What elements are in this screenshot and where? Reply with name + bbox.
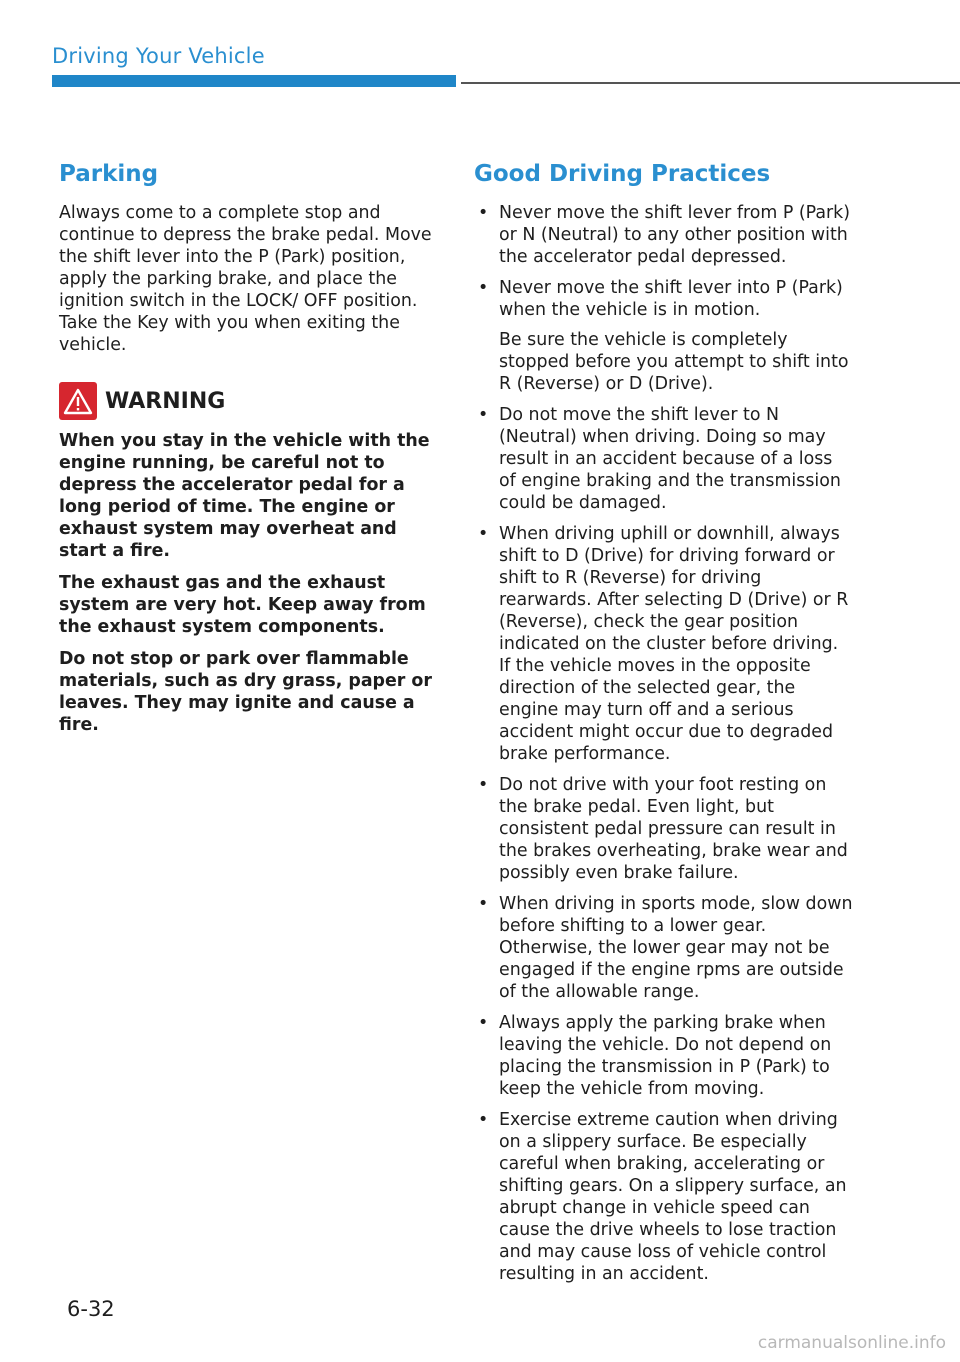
list-item-text: Never move the shift lever from P (Park) or N (Neutral) to any other position with the accelerator pedal depressed. xyxy=(499,203,850,267)
list-item-text: Do not move the shift lever to N (Neutral) when driving. Doing so may result in an accident because of a loss of engine braking and the transmission could be damaged. xyxy=(499,405,841,513)
list-item xyxy=(474,523,854,765)
list-item-text: When driving uphill or downhill, always shift to D (Drive) for driving forward or shift to R (Reverse) for driving rearwards. After selecting D (Drive) or R (Reverse), check the gear position indicated on the cluster before driving. If the vehicle moves in the opposite direction of the selected gear, the engine may turn off and a serious accident might occur due to degraded brake performance. xyxy=(499,524,849,764)
good-driving-list xyxy=(474,202,854,1285)
bullet-icon: • xyxy=(478,405,489,425)
watermark-link[interactable]: carmanualsonline.info xyxy=(757,1333,946,1353)
header-rule xyxy=(461,82,960,84)
list-item xyxy=(474,774,854,884)
list-item xyxy=(474,1012,854,1100)
left-column xyxy=(59,158,439,746)
bullet-icon: • xyxy=(478,203,489,223)
bullet-icon: • xyxy=(478,894,489,914)
page-number: 6-32 xyxy=(67,1297,115,1321)
parking-heading: Parking xyxy=(59,161,159,187)
warning-paragraph: Do not stop or park over flammable materials, such as dry grass, paper or leaves. They may ignite and cause a fire. xyxy=(59,649,432,735)
list-item xyxy=(474,202,854,268)
list-item-text: Exercise extreme caution when driving on a slippery surface. Be especially careful when braking, accelerating or shifting gears. On a slippery surface, an abrupt change in vehicle speed can cause the drive wheels to lose traction and may cause loss of vehicle control resulting in an accident. xyxy=(499,1110,847,1284)
list-item-subtext: Be sure the vehicle is completely stopped before you attempt to shift into R (Reverse) or D (Drive). xyxy=(499,330,849,394)
warning-title: WARNING xyxy=(105,388,226,414)
bullet-icon: • xyxy=(478,1110,489,1130)
header-accent-bar xyxy=(52,75,456,87)
right-column xyxy=(474,158,854,1294)
list-item-text: Do not drive with your foot resting on the brake pedal. Even light, but consistent pedal pressure can result in the brakes overheating, brake wear and possibly even brake failure. xyxy=(499,775,848,883)
list-item xyxy=(474,1109,854,1285)
list-item-text: Always apply the parking brake when leaving the vehicle. Do not depend on placing the transmission in P (Park) to keep the vehicle from moving. xyxy=(499,1013,832,1099)
chapter-title: Driving Your Vehicle xyxy=(52,44,265,68)
list-item-text: Never move the shift lever into P (Park) when the vehicle is in motion. xyxy=(499,278,843,320)
list-item xyxy=(474,277,854,395)
warning-paragraph: When you stay in the vehicle with the engine running, be careful not to depress the accelerator pedal for a long period of time. The engine or exhaust system may overheat and start a fire. xyxy=(59,431,430,561)
list-item xyxy=(474,404,854,514)
bullet-icon: • xyxy=(478,1013,489,1033)
bullet-icon: • xyxy=(478,775,489,795)
warning-header xyxy=(59,382,439,420)
warning-box xyxy=(59,382,439,736)
bullet-icon: • xyxy=(478,524,489,544)
list-item xyxy=(474,893,854,1003)
warning-triangle-icon xyxy=(59,382,97,420)
good-driving-heading: Good Driving Practices xyxy=(474,161,771,187)
list-item-text: When driving in sports mode, slow down before shifting to a lower gear. Otherwise, the lower gear may not be engaged if the engine rpms are outside of the allowable range. xyxy=(499,894,853,1002)
warning-paragraph: The exhaust gas and the exhaust system are very hot. Keep away from the exhaust system components. xyxy=(59,573,426,637)
parking-body: Always come to a complete stop and continue to depress the brake pedal. Move the shift lever into the P (Park) position, apply the parking brake, and place the ignition switch in the LOCK/ OFF position. Take the Key with you when exiting the vehicle. xyxy=(59,203,432,355)
bullet-icon: • xyxy=(478,278,489,298)
